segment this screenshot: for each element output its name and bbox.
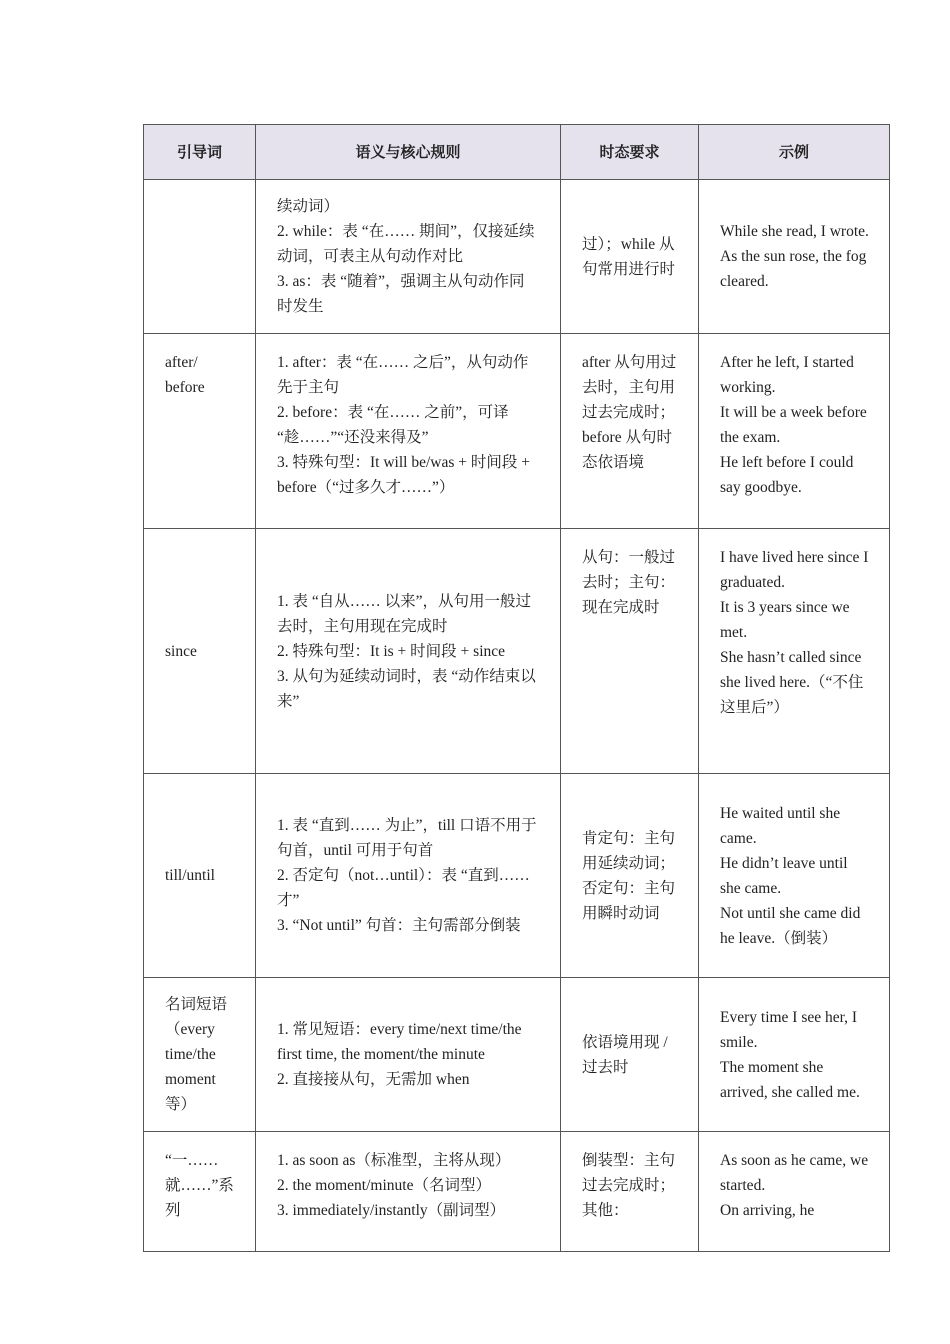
cell-conjunction: [144, 774, 256, 978]
cell-tense: [561, 1132, 699, 1252]
example-line: I have lived here since I graduated.: [720, 549, 869, 591]
cell-rules: [256, 529, 561, 774]
header-tense: 时态要求: [561, 125, 699, 180]
example-line: After he left, I started working.: [720, 354, 854, 396]
header-conjunction: 引导词: [144, 125, 256, 180]
rule-line: 1. 表 “直到…… 为止”，till 口语不用于句首，until 可用于句首: [277, 817, 537, 859]
cell-examples: [699, 334, 890, 529]
rule-line: 2. 否定句（not…until）：表 “直到…… 才”: [277, 867, 530, 909]
cell-examples: [699, 1132, 890, 1252]
cell-tense: [561, 529, 699, 774]
cell-rules: [256, 1132, 561, 1252]
table-row: [144, 1132, 890, 1252]
cell-tense: [561, 334, 699, 529]
example-line: As soon as he came, we started.: [720, 1152, 869, 1194]
header-examples: 示例: [699, 125, 890, 180]
header-rules: 语义与核心规则: [256, 125, 561, 180]
table-row: [144, 180, 890, 334]
cell-examples: [699, 529, 890, 774]
example-line: It is 3 years since we met.: [720, 599, 850, 641]
example-line: While she read, I wrote.: [720, 223, 869, 240]
conjunction-label: “一…… 就……”系列: [165, 1152, 234, 1219]
cell-examples: [699, 774, 890, 978]
tense-line: 依语境用现 / 过去时: [582, 1033, 668, 1076]
conjunction-label: since: [165, 642, 197, 660]
conjunction-label: after/ before: [165, 354, 205, 396]
rule-line: 续动词）: [277, 198, 340, 215]
example-line: As the sun rose, the fog cleared.: [720, 248, 867, 290]
cell-rules: [256, 774, 561, 978]
table-row: [144, 334, 890, 529]
example-line: He didn’t leave until she came.: [720, 854, 848, 897]
rule-line: 2. before：表 “在…… 之前”，可译 “趁……”“还没来得及”: [277, 404, 509, 446]
rule-line: 3. “Not until” 句首：主句需部分倒装: [277, 917, 521, 934]
example-line: It will be a week before the exam.: [720, 404, 867, 446]
example-line: The moment she arrived, she called me.: [720, 1058, 860, 1101]
example-line: He left before I could say goodbye.: [720, 454, 854, 496]
table-row: [144, 978, 890, 1132]
rule-line: 1. as soon as（标准型，主将从现）: [277, 1152, 511, 1169]
grammar-table: [143, 124, 890, 1252]
cell-conjunction: [144, 334, 256, 529]
rule-line: 3. as：表 “随着”，强调主从句动作同时发生: [277, 273, 525, 315]
cell-examples: [699, 180, 890, 334]
rule-line: 2. 特殊句型：It is + 时间段 + since: [277, 642, 506, 660]
conjunction-label: 名词短语（every time/the moment 等）: [165, 996, 228, 1113]
cell-examples: [699, 978, 890, 1132]
rule-line: 3. 特殊句型：It will be/was + 时间段 + before（“过多久才……”）: [277, 454, 530, 496]
cell-conjunction: [144, 1132, 256, 1252]
rule-line: 1. 常见短语：every time/next time/the first time, the moment/the minute: [277, 1021, 522, 1063]
conjunction-label: till/until: [165, 867, 215, 884]
tense-line: 从句：一般过去时；主句：现在完成时: [582, 549, 676, 616]
table-row: [144, 529, 890, 774]
example-line: Not until she came did he leave.（倒装）: [720, 904, 861, 947]
rule-line: 1. 表 “自从…… 以来”，从句用一般过去时，主句用现在完成时: [277, 592, 532, 635]
cell-rules: [256, 180, 561, 334]
tense-line: 肯定句：主句用延续动词；否定句：主句用瞬时动词: [582, 829, 676, 922]
cell-rules: [256, 334, 561, 529]
rule-line: 1. after：表 “在…… 之后”，从句动作先于主句: [277, 354, 529, 396]
rule-line: 3. 从句为延续动词时，表 “动作结束以来”: [277, 667, 536, 710]
example-line: He waited until she came.: [720, 804, 841, 847]
rule-line: 3. immediately/instantly（副词型）: [277, 1202, 506, 1219]
example-line: She hasn’t called since she lived here.（“不住这里后”）: [720, 649, 864, 716]
table-row: [144, 774, 890, 978]
tense-line: after 从句用过去时，主句用过去完成时；before 从句时态依语境: [582, 354, 677, 471]
cell-conjunction: [144, 180, 256, 334]
cell-tense: [561, 978, 699, 1132]
rule-line: 2. 直接接从句，无需加 when: [277, 1071, 470, 1088]
tense-line: 倒装型：主句过去完成时；其他：: [582, 1152, 676, 1219]
cell-tense: [561, 180, 699, 334]
example-line: Every time I see her, I smile.: [720, 1008, 858, 1051]
cell-conjunction: [144, 529, 256, 774]
cell-conjunction: [144, 978, 256, 1132]
example-line: On arriving, he: [720, 1202, 815, 1219]
tense-line: 过）；while 从句常用进行时: [582, 235, 676, 278]
rule-line: 2. while：表 “在…… 期间”，仅接延续动词，可表主从句动作对比: [277, 223, 535, 265]
table-header-row: [144, 125, 890, 180]
cell-tense: [561, 774, 699, 978]
cell-rules: [256, 978, 561, 1132]
rule-line: 2. the moment/minute（名词型）: [277, 1177, 491, 1194]
